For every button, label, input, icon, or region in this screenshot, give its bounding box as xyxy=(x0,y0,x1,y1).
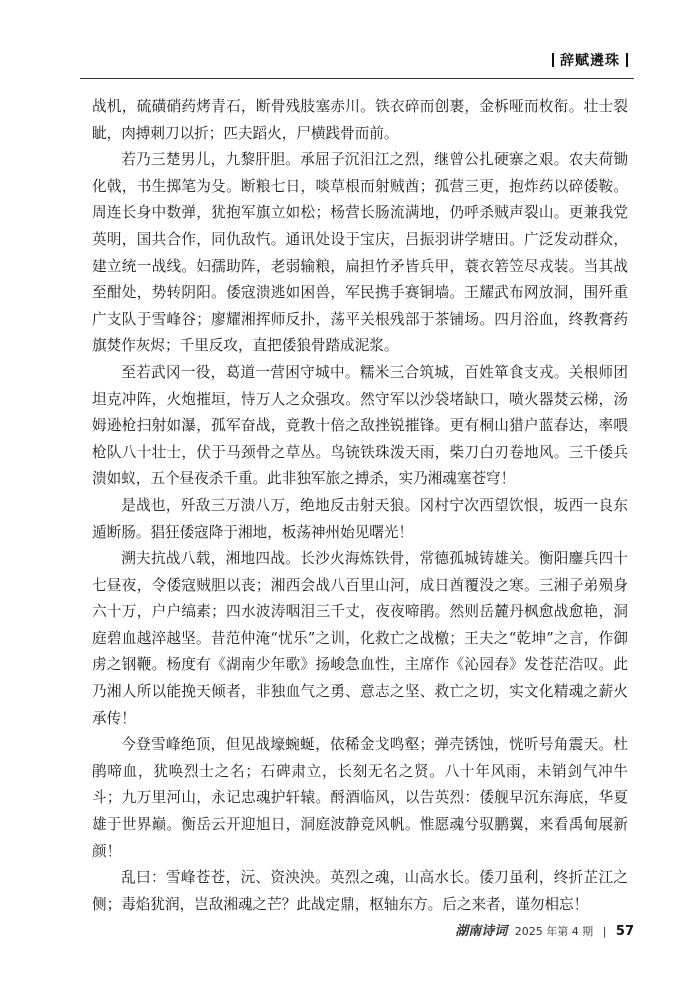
paragraph: 若乃三楚男儿，九黎肝胆。承屈子沉汨江之烈，继曾公扎硬寨之艰。农夫荷锄化戟，书生掷笔为殳。断粮七日，啖草根而射贼酋；孤营三更，抱炸药以碎倭鞍。周连长身中数弹，犹抱军旗立如松；杨营长肠流满地，仍呼杀贼声裂山。更兼我党英明，国共合作，同仇敌忾。通讯处设于宝庆，吕振羽讲学塘田。广泛发动群众，建立统一战线。妇孺助阵，老弱输粮，扁担竹矛皆兵甲，蓑衣箬笠尽戎装。当其战至酣处，势转阴阳。倭寇溃逃如困兽，军民携手赛铜墙。王耀武布网放洞，围歼重广支队于雪峰谷；廖耀湘挥师反扑，荡平关根残部于茶铺场。四月浴血，终教膏药旗焚作灰烬；千里反攻，直把倭狼骨踏成泥浆。 xyxy=(92,151,628,355)
magazine-logo: 湖南诗词 xyxy=(455,924,508,939)
page-number: 57 xyxy=(615,924,634,939)
section-title: 辞赋遴珠 xyxy=(560,53,620,69)
paragraph: 战机，硫磺硝药烤青石，断骨残肢塞赤川。铁衣碎而创裹，金柝哑而枚衔。壮士裂眦，肉搏刺刀以折；匹夫蹈火，尸横践骨而前。 xyxy=(92,98,628,142)
paragraph: 乱曰：雪峰苍苍，沅、资泱泱。英烈之魂，山高水长。倭刀虽利，终折芷江之侧；毒焰犹润，岂敌湘魂之芒？此战定鼎，枢轴东方。后之来者，谨勿相忘！ xyxy=(92,869,628,913)
page-footer xyxy=(455,920,634,939)
paragraph: 今登雪峰绝顶，但见战壕蜿蜒，依稀金戈鸣壑；弹壳锈蚀，恍听号角震天。杜鹃啼血，犹唤烈士之名；石碑肃立，长刻无名之贤。八十年风雨，未销剑气冲牛斗；九万里河山，永记忠魂护轩辕。酹酒临风，以告英烈：倭舰早沉东海底，华夏雄于世界巅。衡岳云开迎旭日，洞庭波静竞风帆。惟愿魂兮驭鹏翼，来看禹甸展新颜！ xyxy=(92,736,628,860)
header-bar-right xyxy=(626,53,628,67)
section-header xyxy=(546,50,634,70)
footer-divider: | xyxy=(602,925,607,938)
article-body xyxy=(92,94,628,918)
paragraph: 是战也，歼敌三万溃八万，绝地反击射天狼。冈村宁次西望饮恨，坂西一良东遁断肠。猖狂倭寇降于湘地，板荡神州始见曙光！ xyxy=(92,496,628,541)
header-bar-left xyxy=(552,53,554,67)
paragraph: 至若武冈一役，葛道一营困守城中。糯米三合筑城，百姓箪食支戎。关根师团坦克冲阵，火炮摧垣，恃万人之众强攻。然守军以沙袋堵缺口，喷火器焚云梯，汤姆逊枪扫射如瀑，孤军奋战，竟教十倍之敌挫锐摧锋。更有桐山猎户蓝春达，率喂枪队八十壮士，伏于马颈骨之草丛。鸟铳铁珠泼天雨，柴刀白刃卷地风。三千倭兵溃如蚁，五个昼夜杀千重。此非独军旅之搏杀，实乃湘魂塞苍穹！ xyxy=(92,363,628,488)
issue-label: 2025 年第 4 期 xyxy=(514,925,594,938)
header-rule xyxy=(80,78,634,79)
paragraph: 溯夫抗战八载，湘地四战。长沙火海炼铁骨，常德孤城铸雄关。衡阳鏖兵四十七昼夜，令倭寇贼胆以丧；湘西会战八百里山河，成日酋覆没之寒。三湘子弟殒身六十万，户户缟素；四水波涛咽泪三千丈，夜夜啼鹃。然则岳麓丹枫愈战愈艳，洞庭碧血越淬越坚。昔范仲淹“忧乐”之训，化救亡之战檄；王夫之“乾坤”之言，作御虏之钢鞭。杨度有《湖南少年歌》扬峻急血性，主席作《沁园春》发苍茫浩叹。此乃湘人所以能挽天倾者，非独血气之勇、意志之坚、救亡之切，实文化精魂之薪火承传！ xyxy=(92,550,628,727)
